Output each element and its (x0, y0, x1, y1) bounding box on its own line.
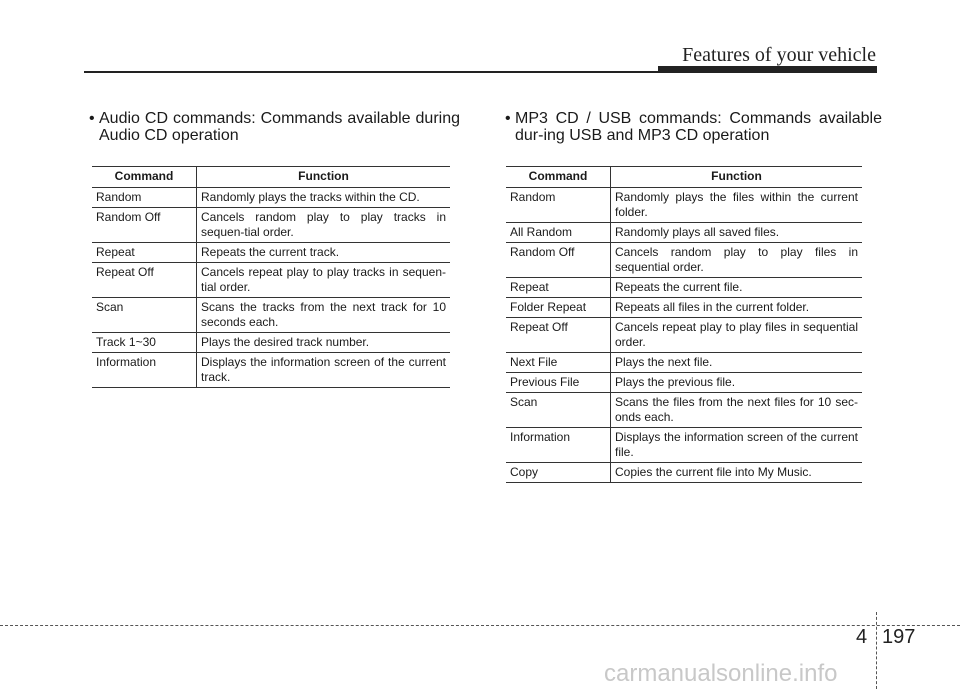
function-cell: Repeats all files in the current folder. (611, 298, 863, 318)
page-number: 197 (882, 626, 916, 648)
column-header-command: Command (92, 167, 197, 188)
mp3-usb-table-body (506, 188, 862, 483)
function-cell: Plays the previous file. (611, 373, 863, 393)
table-row (506, 298, 862, 318)
footer-dashed-divider (876, 612, 877, 689)
command-cell: Next File (506, 353, 611, 373)
function-cell: Cancels random play to play files in sequential order. (611, 243, 863, 278)
table-row (506, 318, 862, 353)
function-cell: Cancels random play to play tracks in sequen-tial order. (197, 208, 451, 243)
command-cell: Random (506, 188, 611, 223)
table-row (506, 428, 862, 463)
bullet-icon: • (505, 110, 511, 127)
function-cell: Plays the next file. (611, 353, 863, 373)
table-row (506, 463, 862, 483)
bullet-icon: • (89, 110, 95, 127)
audio-cd-intro-text: Audio CD commands: Commands available during Audio CD operation (99, 110, 460, 144)
table-row (506, 243, 862, 278)
command-cell: Track 1~30 (92, 333, 197, 353)
table-row (506, 353, 862, 373)
table-row (506, 223, 862, 243)
function-cell: Cancels repeat play to play tracks in sequen-tial order. (197, 263, 451, 298)
command-cell: Scan (92, 298, 197, 333)
table-row (506, 188, 862, 223)
function-cell: Displays the information screen of the current track. (197, 353, 451, 388)
command-cell: Repeat (506, 278, 611, 298)
command-cell: Scan (506, 393, 611, 428)
mp3-usb-commands-table (506, 166, 862, 483)
function-cell: Randomly plays the tracks within the CD. (197, 188, 451, 208)
table-header-row (92, 167, 450, 188)
function-cell: Randomly plays the files within the current folder. (611, 188, 863, 223)
audio-cd-section (84, 110, 460, 388)
audio-cd-commands-table (92, 166, 450, 388)
table-row (92, 333, 450, 353)
function-cell: Displays the information screen of the current file. (611, 428, 863, 463)
column-header-command: Command (506, 167, 611, 188)
function-cell: Scans the tracks from the next track for 10 seconds each. (197, 298, 451, 333)
function-cell: Copies the current file into My Music. (611, 463, 863, 483)
function-cell: Repeats the current track. (197, 243, 451, 263)
command-cell: Repeat (92, 243, 197, 263)
table-row (506, 278, 862, 298)
audio-cd-table-body (92, 188, 450, 388)
watermark: carmanualsonline.info (604, 660, 838, 687)
function-cell: Plays the desired track number. (197, 333, 451, 353)
command-cell: Folder Repeat (506, 298, 611, 318)
command-cell: Information (92, 353, 197, 388)
command-cell: Previous File (506, 373, 611, 393)
mp3-usb-section (500, 110, 882, 483)
table-row (92, 298, 450, 333)
function-cell: Repeats the current file. (611, 278, 863, 298)
table-row (92, 208, 450, 243)
command-cell: Repeat Off (92, 263, 197, 298)
table-row (506, 393, 862, 428)
table-row (506, 373, 862, 393)
command-cell: Copy (506, 463, 611, 483)
command-cell: Random (92, 188, 197, 208)
chapter-number: 4 (856, 626, 868, 648)
mp3-usb-intro-text: MP3 CD / USB commands: Commands available dur-ing USB and MP3 CD operation (515, 110, 882, 144)
mp3-usb-intro (500, 110, 882, 144)
page-header-title: Features of your vehicle (682, 44, 876, 66)
footer-dashed-rule (0, 625, 960, 626)
column-header-function: Function (197, 167, 451, 188)
command-cell: All Random (506, 223, 611, 243)
table-row (92, 243, 450, 263)
function-cell: Scans the files from the next files for 10 sec-onds each. (611, 393, 863, 428)
table-header-row (506, 167, 862, 188)
table-row (92, 188, 450, 208)
audio-cd-intro (84, 110, 460, 144)
column-header-function: Function (611, 167, 863, 188)
command-cell: Repeat Off (506, 318, 611, 353)
command-cell: Random Off (506, 243, 611, 278)
function-cell: Cancels repeat play to play files in sequential order. (611, 318, 863, 353)
function-cell: Randomly plays all saved files. (611, 223, 863, 243)
command-cell: Random Off (92, 208, 197, 243)
table-row (92, 263, 450, 298)
command-cell: Information (506, 428, 611, 463)
header-rule-thin (84, 71, 877, 73)
table-row (92, 353, 450, 388)
